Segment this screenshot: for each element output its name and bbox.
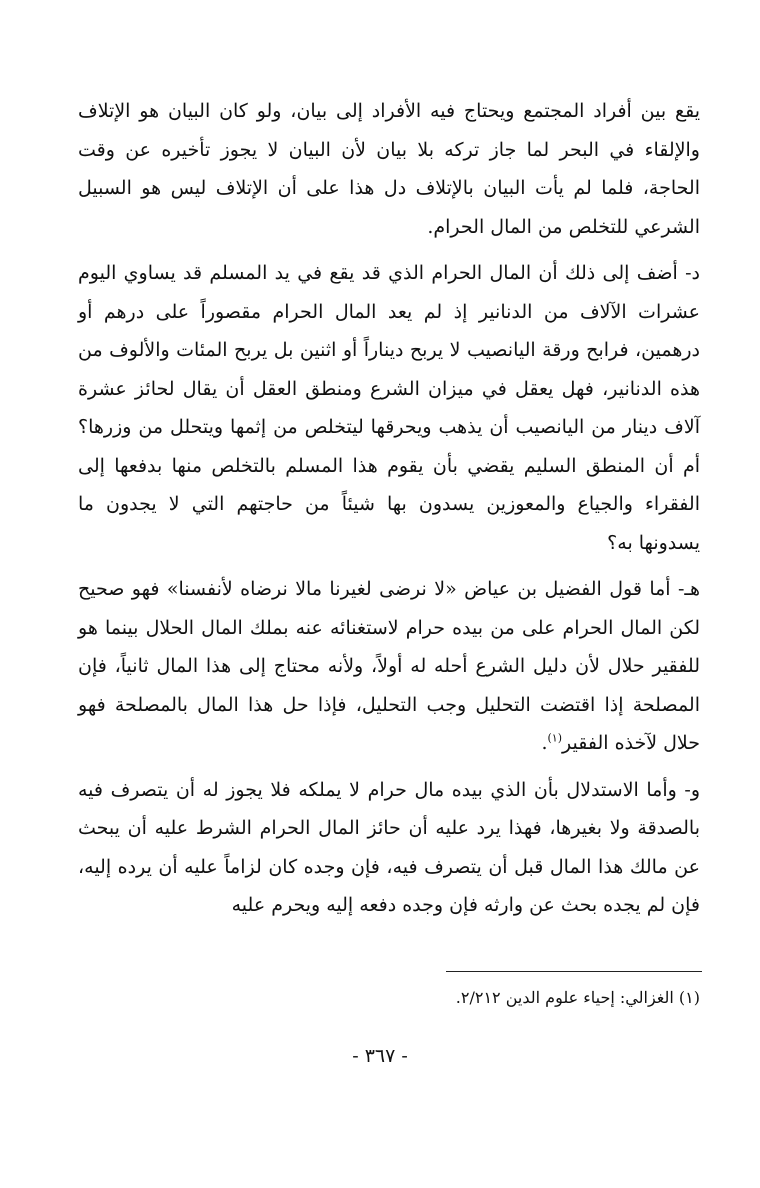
paragraph-text: يقع بين أفراد المجتمع ويحتاج فيه الأفراد إلى بيان، ولو كان البيان هو الإتلاف والإلقاء في البحر لما جاز تركه بلا بيان لأن البيان لا يجوز تأخيره عن وقت الحاجة، فلما لم يأت البيان بالإتلاف دل هذا على أن الإتلاف ليس هو السبيل الشرعي للتخلص من المال الحرام. [78, 100, 700, 238]
paragraph-text: هـ- أما قول الفضيل بن عياض «لا نرضى لغيرنا مالا نرضاه لأنفسنا» فهو صحيح لكن المال الحرام على من بيده حرام لاستغنائه عنه بملك المال الحلال بينما هو للفقير حلال لأن دليل الشرع أحله له أولاً، ولأنه محتاج إلى هذا المال ثانياً، فإن المصلحة إذا اقتضت التحليل وجب التحليل، فإذا حل هذا المال بالمصلحة فهو حلال لآخذه الفقير [78, 578, 700, 754]
paragraph-text: و- وأما الاستدلال بأن الذي بيده مال حرام لا يملكه فلا يجوز له أن يتصرف فيه بالصدقة ولا بغيرها، فهذا يرد عليه أن حائز المال الحرام الشرط عليه أن يبحث عن مالك هذا المال قبل أن يتصرف فيه، فإن وجده كان لزاماً عليه أن يرده إليه، فإن لم يجده بحث عن وارثه فإن وجده دفعه إليه ويحرم عليه [78, 778, 700, 916]
paragraph-text: د- أضف إلى ذلك أن المال الحرام الذي قد يقع في يد المسلم قد يساوي اليوم عشرات الآلاف من الدنانير إذ لم يعد المال الحرام مقصوراً على درهم أو درهمين، فرابح ورقة اليانصيب لا يربح ديناراً أو اثنين بل يربح المئات والألوف من هذه الدنانير، فهل يعقل في ميزان الشرع ومنطق العقل أن يقال لحائز عشرة آلاف دينار من اليانصيب أن يذهب ويحرقها ليتخلص من إثمها ويتحلل من وزرها؟ أم أن المنطق السليم يقضي بأن يقوم هذا المسلم بالتخلص منها بدفعها إلى الفقراء والجياع والمعوزين يسدون بها شيئاً من حاجتهم التي لا يجدون ما يسدونها به؟ [78, 262, 700, 554]
footnote-text: (١) الغزالي: إحياء علوم الدين ٢/٢١٢. [455, 988, 700, 1007]
footnote-reference: (١) [547, 731, 563, 745]
footnote-divider [446, 971, 702, 972]
page-number: - ٣٦٧ - [352, 1045, 408, 1067]
paragraph-dal [78, 254, 700, 562]
paragraph-continuation [78, 92, 700, 246]
main-text-block [78, 92, 700, 925]
paragraph-ha [78, 570, 700, 763]
paragraph-waw [78, 771, 700, 925]
sentence-end: . [541, 732, 548, 754]
footnote [78, 986, 700, 1010]
